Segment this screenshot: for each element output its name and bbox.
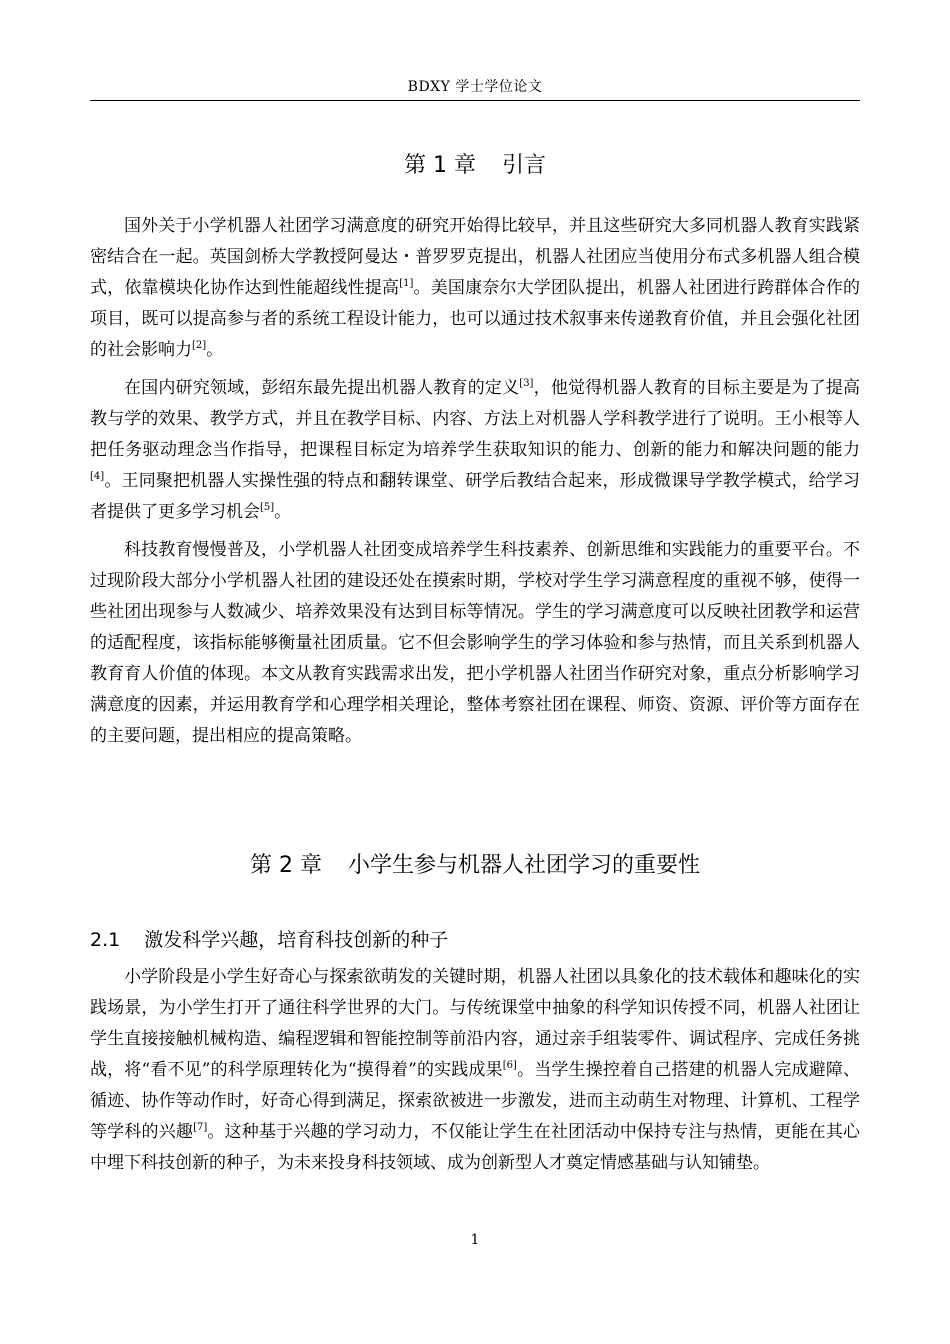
section-2-1-title: [90, 925, 448, 952]
section-number: 2.1: [90, 929, 121, 951]
paragraph: [90, 373, 860, 528]
paragraph-text: 在国内研究领域，彭绍东最先提出机器人教育的定义: [124, 378, 520, 398]
chapter-2-title: [0, 848, 950, 879]
paragraph: [90, 535, 860, 752]
chapter-1-title: [0, 148, 950, 179]
chapter-number: 第 2 章: [250, 853, 322, 878]
paragraph-text: ，他觉得机器人教育的目标主要是为了提高教与学的效果、教学方式，并且在教学目标、内容、方法上对机器人学科教学进行了说明。王小根等人把任务驱动理念当作指导，把课程目标定为培养学生获取知识的能力、创新的能力和解决问题的能力: [90, 378, 861, 460]
paragraph-text: 小学阶段是小学生好奇心与探索欲萌发的关键时期，机器人社团以具象化的技术载体和趣味化的实践场景，为小学生打开了通往科学世界的大门。与传统课堂中抽象的科学知识传授不同，机器人社团让学生直接接触机械构造、编程逻辑和智能控制等前沿内容，通过亲手组装零件、调试程序、完成任务挑战，将“看不见”的科学原理转化为“摸得着”的实践成果: [90, 967, 860, 1080]
page-number: 1: [470, 1232, 480, 1248]
running-header: BDXY 学士学位论文: [407, 79, 543, 95]
citation: [3]: [519, 378, 534, 389]
citation: [7]: [193, 1122, 208, 1133]
section-title-text: 激发科学兴趣，培育科技创新的种子: [144, 929, 449, 951]
paragraph-text: 。美国康奈尔大学团队提出，机器人社团进行跨群体合作的项目，既可以提高参与者的系统工程设计能力，也可以通过技术叙事来传递教育价值，并且会强化社团的社会影响力: [90, 278, 860, 360]
citation: [4]: [90, 471, 105, 482]
paragraph-text: 。这种基于兴趣的学习动力，不仅能让学生在社团活动中保持专注与热情，更能在其心中埋下科技创新的种子，为未来投身科技领域、成为创新型人才奠定情感基础与认知铺垫。: [90, 1122, 861, 1173]
chapter-number: 第 1 章: [404, 153, 476, 178]
header-rule: [90, 100, 860, 101]
paragraph-text: 。: [206, 340, 224, 360]
citation: [5]: [260, 502, 275, 513]
citation: [6]: [502, 1060, 517, 1071]
paragraph-text: 科技教育慢慢普及，小学机器人社团变成培养学生科技素养、创新思维和实践能力的重要平台。不过现阶段大部分小学机器人社团的建设还处在摸索时期，学校对学生学习满意程度的重视不够，使得一些社团出现参与人数减少、培养效果没有达到目标等情况。学生的学习满意度可以反映社团教学和运营的适配程度，该指标能够衡量社团质量。它不但会影响学生的学习体验和参与热情，而且关系到机器人教育育人价值的体现。本文从教育实践需求出发，把小学机器人社团当作研究对象，重点分析影响学习满意度的因素，并运用教育学和心理学相关理论，整体考察社团在课程、师资、资源、评价等方面存在的主要问题，提出相应的提高策略。: [90, 540, 860, 746]
paragraph: [90, 962, 860, 1179]
chapter-title-text: 小学生参与机器人社团学习的重要性: [347, 853, 700, 878]
paragraph: [90, 211, 860, 366]
paragraph-text: 国外关于小学机器人社团学习满意度的研究开始得比较早，并且这些研究大多同机器人教育实践紧密结合在一起。英国剑桥大学教授阿曼达・普罗罗克提出，机器人社团应当使用分布式多机器人组合模式，依靠模块化协作达到性能超线性提高: [90, 216, 860, 298]
chapter-title-text: 引言: [501, 153, 546, 178]
citation: [1]: [399, 278, 414, 289]
citation: [2]: [192, 340, 207, 351]
paragraph-text: 。: [274, 502, 292, 522]
paragraph-text: 。当学生操控着自己搭建的机器人完成避障、循迹、协作等动作时，好奇心得到满足，探索欲被进一步激发，进而主动萌生对物理、计算机、工程学等学科的兴趣: [90, 1060, 861, 1142]
paragraph-text: 。王同聚把机器人实操性强的特点和翻转课堂、研学后教结合起来，形成微课导学教学模式，给学习者提供了更多学习机会: [90, 471, 860, 522]
